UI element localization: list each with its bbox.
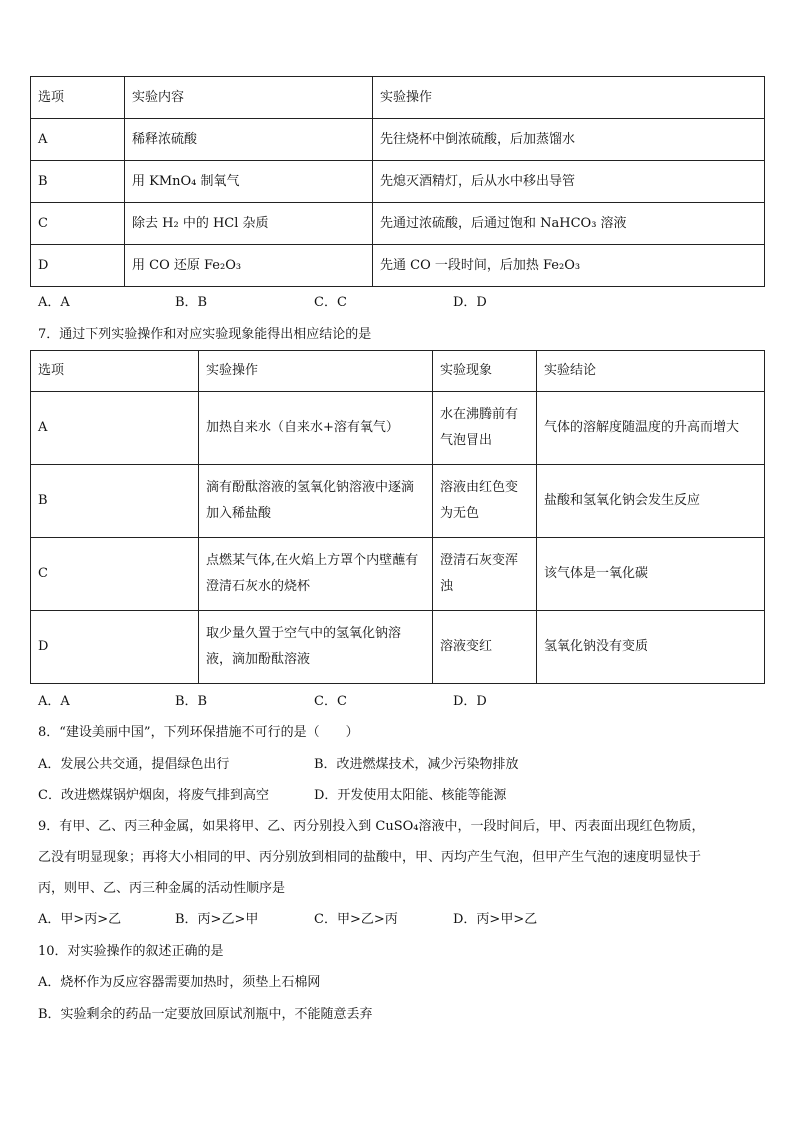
- q9-option-c: C．甲>乙>丙: [314, 912, 398, 927]
- q9-stem-line-1: 9．有甲、乙、丙三种金属，如果将甲、乙、丙分别投入到 CuSO₄溶液中，一段时间后，甲、丙表面出现红色物质，: [38, 819, 705, 834]
- q10-option-a: A．烧杯作为反应容器需要加热时，须垫上石棉网: [38, 975, 321, 990]
- phenomenon-cell: 溶液变红: [433, 611, 537, 684]
- table-header-row: [31, 77, 765, 119]
- content-cell: 稀释浓硫酸: [125, 119, 373, 161]
- q10-stem: 10．对实验操作的叙述正确的是: [38, 944, 224, 959]
- conclusion-cell: 气体的溶解度随温度的升高而增大: [537, 392, 765, 465]
- operation-cell: 先通 CO 一段时间，后加热 Fe₂O₃: [373, 245, 765, 287]
- table-row: [31, 203, 765, 245]
- phenomenon-cell: 水在沸腾前有气泡冒出: [433, 392, 537, 465]
- header-cell: 选项: [31, 77, 125, 119]
- option-cell: B: [31, 161, 125, 203]
- q8-option-d: D．开发使用太阳能、核能等能源: [314, 788, 507, 803]
- q7-table: [30, 350, 765, 684]
- option-cell: A: [31, 392, 199, 465]
- header-cell: 实验内容: [125, 77, 373, 119]
- q8-option-c: C．改进燃煤锅炉烟囱，将废气排到高空: [38, 788, 269, 803]
- conclusion-cell: 氢氧化钠没有变质: [537, 611, 765, 684]
- content-cell: 用 CO 还原 Fe₂O₃: [125, 245, 373, 287]
- operation-cell: 先往烧杯中倒浓硫酸，后加蒸馏水: [373, 119, 765, 161]
- content-cell: 用 KMnO₄ 制氧气: [125, 161, 373, 203]
- q7-answer-b: B．B: [175, 694, 208, 709]
- option-cell: D: [31, 245, 125, 287]
- table-row: [31, 392, 765, 465]
- phenomenon-cell: 澄清石灰变浑浊: [433, 538, 537, 611]
- table-row: [31, 245, 765, 287]
- option-cell: C: [31, 203, 125, 245]
- header-cell: 实验操作: [373, 77, 765, 119]
- header-cell: 实验操作: [199, 351, 433, 392]
- table-row: [31, 161, 765, 203]
- option-cell: D: [31, 611, 199, 684]
- q7-stem: 7．通过下列实验操作和对应实验现象能得出相应结论的是: [38, 327, 372, 342]
- q7-answer-d: D．D: [453, 694, 487, 709]
- q6-answer-b: B．B: [175, 295, 208, 310]
- operation-cell: 滴有酚酞溶液的氢氧化钠溶液中逐滴加入稀盐酸: [199, 465, 433, 538]
- operation-cell: 先熄灭酒精灯，后从水中移出导管: [373, 161, 765, 203]
- conclusion-cell: 盐酸和氢氧化钠会发生反应: [537, 465, 765, 538]
- header-cell: 选项: [31, 351, 199, 392]
- q6-answer-a: A．A: [38, 295, 70, 310]
- operation-cell: 加热自来水（自来水+溶有氧气）: [199, 392, 433, 465]
- operation-cell: 点燃某气体,在火焰上方罩个内壁蘸有澄清石灰水的烧杯: [199, 538, 433, 611]
- table-header-row: [31, 351, 765, 392]
- option-cell: B: [31, 465, 199, 538]
- q6-answer-d: D．D: [453, 295, 487, 310]
- operation-cell: 取少量久置于空气中的氢氧化钠溶液，滴加酚酞溶液: [199, 611, 433, 684]
- q9-stem-line-2: 乙没有明显现象；再将大小相同的甲、丙分别放到相同的盐酸中，甲、丙均产生气泡，但甲产生气泡的速度明显快于: [38, 850, 702, 865]
- table-row: [31, 119, 765, 161]
- table-row: [31, 611, 765, 684]
- option-cell: C: [31, 538, 199, 611]
- q6-table: [30, 76, 765, 287]
- q10-option-b: B．实验剩余的药品一定要放回原试剂瓶中，不能随意丢弃: [38, 1007, 373, 1022]
- q8-option-b: B．改进燃煤技术，减少污染物排放: [314, 757, 519, 772]
- operation-cell: 先通过浓硫酸，后通过饱和 NaHCO₃ 溶液: [373, 203, 765, 245]
- q9-option-b: B．丙>乙>甲: [175, 912, 259, 927]
- q6-answer-c: C．C: [314, 295, 347, 310]
- content-cell: 除去 H₂ 中的 HCl 杂质: [125, 203, 373, 245]
- table-row: [31, 465, 765, 538]
- q7-answer-a: A．A: [38, 694, 70, 709]
- header-cell: 实验现象: [433, 351, 537, 392]
- q9-option-a: A．甲>丙>乙: [38, 912, 122, 927]
- q9-stem-line-3: 丙，则甲、乙、丙三种金属的活动性顺序是: [38, 881, 286, 896]
- phenomenon-cell: 溶液由红色变为无色: [433, 465, 537, 538]
- q8-stem: 8．“建设美丽中国”，下列环保措施不可行的是（ ）: [38, 725, 359, 740]
- header-cell: 实验结论: [537, 351, 765, 392]
- conclusion-cell: 该气体是一氧化碳: [537, 538, 765, 611]
- q8-option-a: A．发展公共交通，提倡绿色出行: [38, 757, 230, 772]
- option-cell: A: [31, 119, 125, 161]
- table-row: [31, 538, 765, 611]
- q7-answer-c: C．C: [314, 694, 347, 709]
- q9-option-d: D．丙>甲>乙: [453, 912, 538, 927]
